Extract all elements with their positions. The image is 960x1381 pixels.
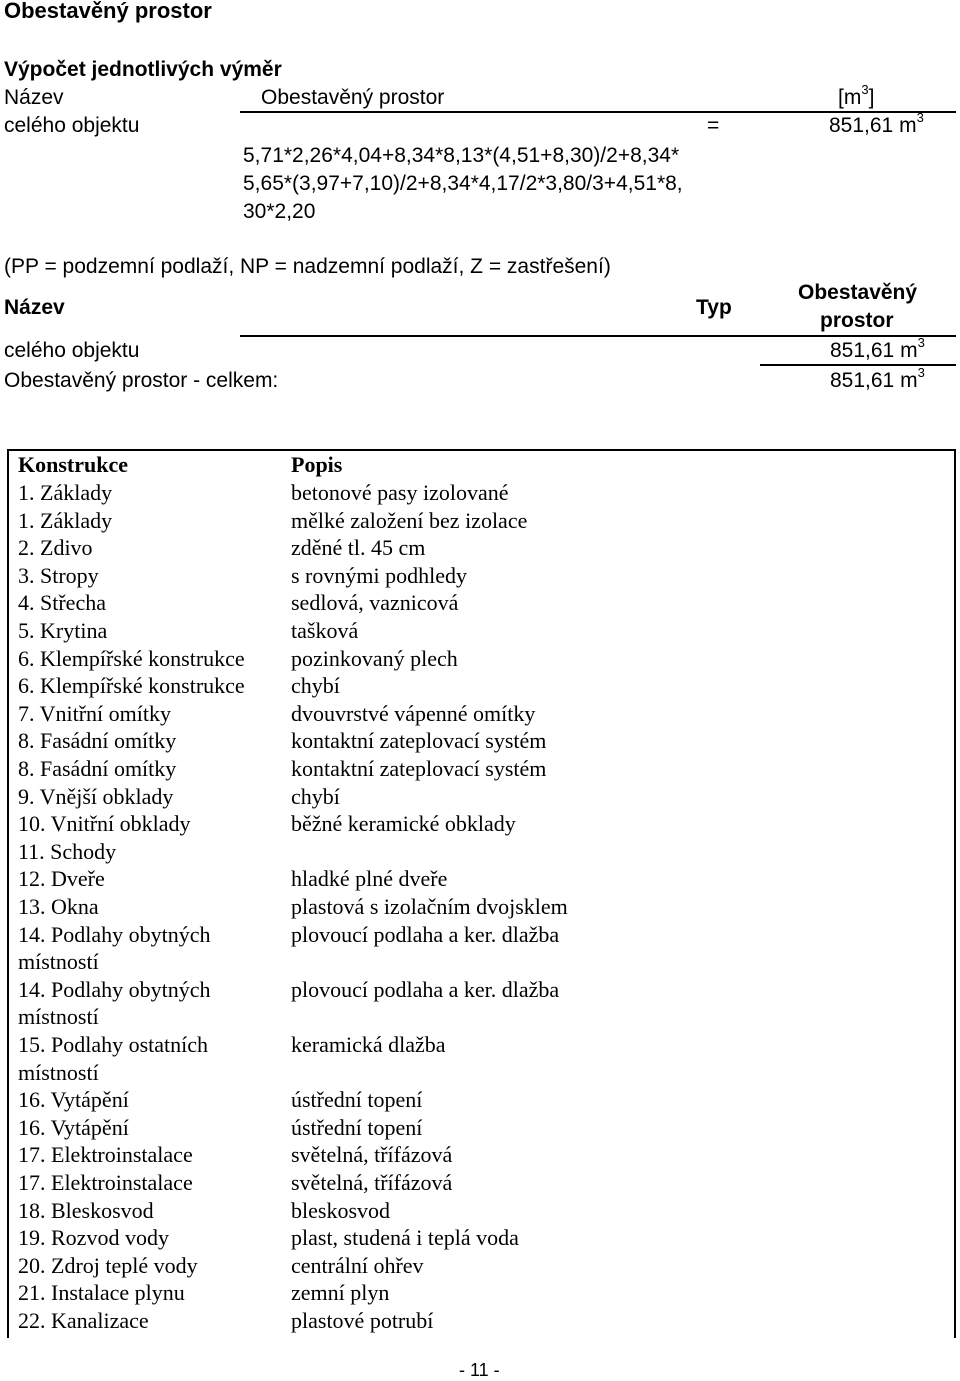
construction-description: pozinkovaný plech — [291, 645, 458, 671]
construction-name: 21. Instalace plynu — [18, 1280, 185, 1306]
construction-description: mělké založení bez izolace — [291, 507, 528, 533]
construction-name: 13. Okna — [18, 894, 99, 919]
construction-description: plastová s izolačním dvojsklem — [291, 894, 568, 919]
construction-name: 4. Střecha — [18, 590, 106, 616]
formula-line: 5,65*(3,97+7,10)/2+8,34*4,17/2*3,80/3+4,51*8, — [243, 172, 683, 195]
construction-description: keramická dlažba — [291, 1032, 446, 1057]
construction-name: 9. Vnější obklady — [18, 783, 174, 809]
summary-row-value: 851,61 $m^3$ — [830, 335, 925, 362]
construction-name: 3. Stropy — [18, 562, 99, 588]
construction-name: 14. Podlahy obytných místností — [18, 976, 211, 1030]
construction-name: 1. Základy — [18, 507, 113, 533]
construction-description: plast, studená i teplá voda — [291, 1225, 519, 1251]
construction-name: 18. Bleskosvod — [18, 1197, 154, 1223]
construction-col-construction: Konstrukce — [18, 452, 128, 477]
construction-name: 16. Vytápění — [18, 1087, 129, 1113]
calc-row-name: celého objektu — [4, 114, 140, 137]
construction-name: 15. Podlahy ostatních místností — [18, 1032, 209, 1085]
construction-description: ústřední topení — [291, 1087, 423, 1113]
construction-name: 22. Kanalizace — [18, 1308, 149, 1333]
construction-name: 12. Dveře — [18, 866, 105, 892]
calc-row-value: 851,61 $m^3$ — [829, 110, 924, 137]
calc-header-rule — [240, 111, 956, 113]
construction-description: světelná, třífázová — [291, 1170, 453, 1195]
construction-name: 16. Vytápění — [18, 1114, 129, 1140]
construction-description: plovoucí podlaha a ker. dlažba — [291, 976, 560, 1002]
construction-description: tašková — [291, 618, 359, 643]
construction-description: plovoucí podlaha a ker. dlažba — [291, 921, 560, 947]
legend-note: (PP = podzemní podlaží, NP = nadzemní podlaží, Z = zastřešení) — [4, 255, 611, 278]
construction-description: centrální ohřev — [291, 1252, 424, 1278]
construction-name: 14. Podlahy obytných místností — [18, 921, 211, 975]
summary-col-name: Název — [4, 296, 65, 319]
construction-name: 8. Fasádní omítky — [18, 728, 177, 754]
construction-description: betonové pasy izolované — [291, 480, 509, 505]
construction-description: chybí — [291, 783, 340, 809]
calc-formula — [243, 142, 683, 226]
calc-col-space: Obestavěný prostor — [261, 86, 445, 109]
page-number: - 11 - — [459, 1360, 500, 1380]
construction-description: zděné tl. 45 cm — [291, 535, 426, 561]
calc-row-eq: = — [707, 114, 720, 137]
summary-total-rule — [760, 364, 956, 366]
construction-description: zemní plyn — [291, 1280, 390, 1306]
construction-name: 11. Schody — [18, 838, 117, 864]
construction-description: kontaktní zateplovací systém — [291, 728, 547, 754]
calc-col-name: Název — [4, 86, 64, 109]
construction-description: sedlová, vaznicová — [291, 590, 459, 616]
summary-total-label: Obestavěný prostor - celkem: — [4, 369, 279, 392]
construction-right-border — [954, 449, 956, 1338]
construction-left-border — [7, 449, 9, 1338]
summary-row-name: celého objektu — [4, 339, 140, 362]
construction-description: kontaktní zateplovací systém — [291, 756, 547, 781]
calc-heading: Výpočet jednotlivých výměr — [4, 58, 282, 81]
construction-name: 8. Fasádní omítky — [18, 756, 177, 781]
construction-description: běžné keramické obklady — [291, 811, 516, 837]
construction-name: 17. Elektroinstalace — [18, 1142, 193, 1168]
construction-name: 10. Vnitřní obklady — [18, 811, 191, 837]
construction-name: 17. Elektroinstalace — [18, 1170, 193, 1195]
construction-name: 20. Zdroj teplé vody — [18, 1252, 198, 1278]
construction-name: 2. Zdivo — [18, 535, 93, 561]
construction-name: 6. Klempířské konstrukce — [18, 673, 245, 699]
construction-description: dvouvrstvé vápenné omítky — [291, 700, 536, 726]
formula-line: 5,71*2,26*4,04+8,34*8,13*(4,51+8,30)/2+8,34* — [243, 144, 680, 167]
page-title: Obestavěný prostor — [4, 0, 212, 23]
construction-description: s rovnými podhledy — [291, 562, 467, 588]
summary-total-value: 851,61 $m^3$ — [830, 365, 925, 392]
summary-col-space-2: prostor — [820, 309, 894, 332]
construction-name: 5. Krytina — [18, 618, 108, 643]
summary-header-rule — [240, 335, 956, 337]
calc-col-unit: $[m^3]$ — [838, 82, 875, 109]
construction-name: 7. Vnitřní omítky — [18, 700, 171, 726]
construction-description: ústřední topení — [291, 1114, 423, 1140]
summary-col-type: Typ — [696, 296, 732, 319]
construction-top-border — [7, 449, 956, 451]
construction-col-description: Popis — [291, 452, 343, 477]
construction-description: bleskosvod — [291, 1197, 390, 1223]
construction-description: světelná, třífázová — [291, 1142, 453, 1168]
construction-description: plastové potrubí — [291, 1308, 434, 1333]
construction-description: hladké plné dveře — [291, 866, 448, 892]
summary-col-space-1: Obestavěný — [798, 281, 918, 304]
construction-description: chybí — [291, 673, 340, 699]
construction-name: 19. Rozvod vody — [18, 1225, 169, 1251]
formula-line: 30*2,20 — [243, 200, 316, 223]
construction-name: 1. Základy — [18, 480, 113, 505]
construction-name: 6. Klempířské konstrukce — [18, 645, 245, 671]
